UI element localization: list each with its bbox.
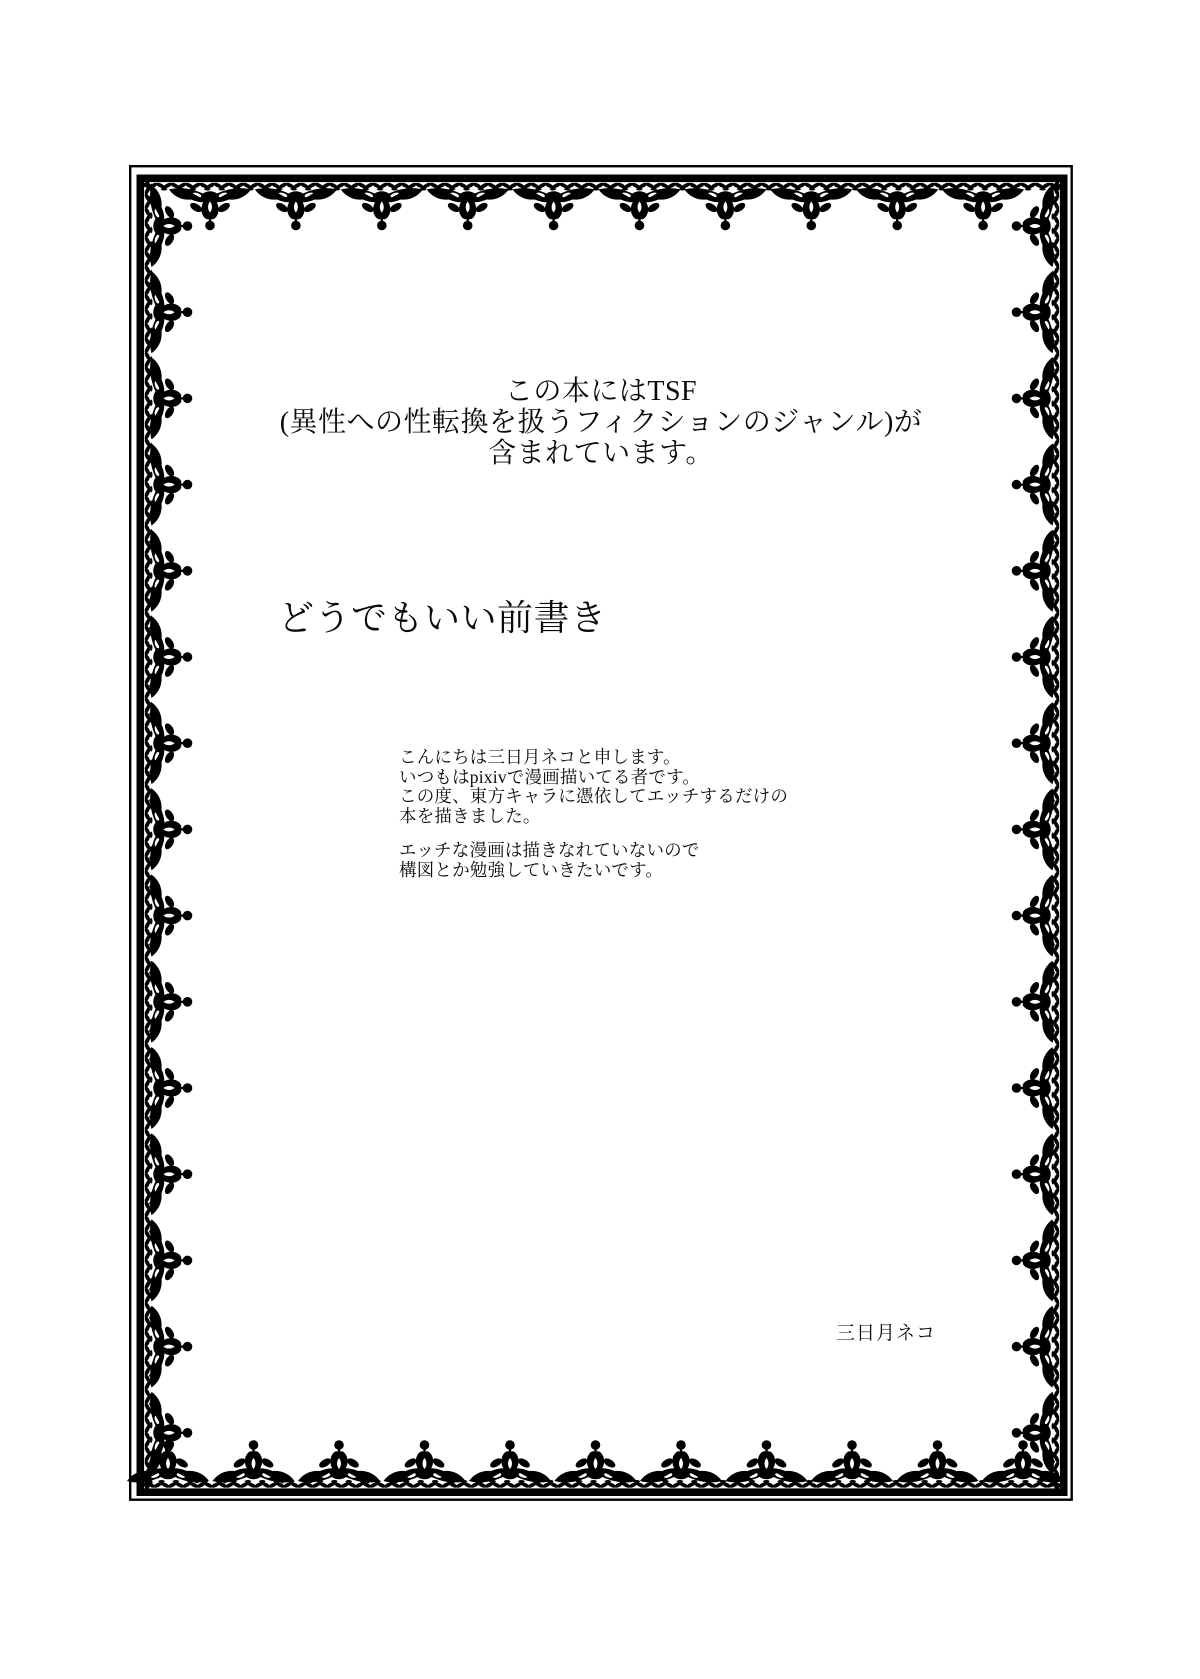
notice-line: この本にはTSF — [504, 376, 698, 407]
preface-heading: どうでもいい前書き — [278, 598, 607, 638]
text-line: こんにちは三日月ネコと申します。 — [399, 747, 681, 767]
author-signature: 三日月ネコ — [836, 1322, 937, 1344]
text-line: エッチな漫画は描きなれていないので — [399, 840, 700, 861]
text-line: この度、東方キャラに憑依してエッチするだけの — [399, 786, 789, 807]
text-line: 本を描きました。 — [399, 805, 541, 826]
notice-line: (異性への性転換を扱うフィクションのジャンル)が — [279, 407, 923, 438]
notice-line: 含まれています。 — [488, 438, 714, 469]
preface-body — [399, 733, 788, 896]
content-warning-notice — [137, 376, 1065, 469]
text-line: 構図とか勉強していきたいです。 — [399, 859, 664, 880]
text-line: いつもはpixivで漫画描いてる者です。 — [399, 766, 701, 787]
